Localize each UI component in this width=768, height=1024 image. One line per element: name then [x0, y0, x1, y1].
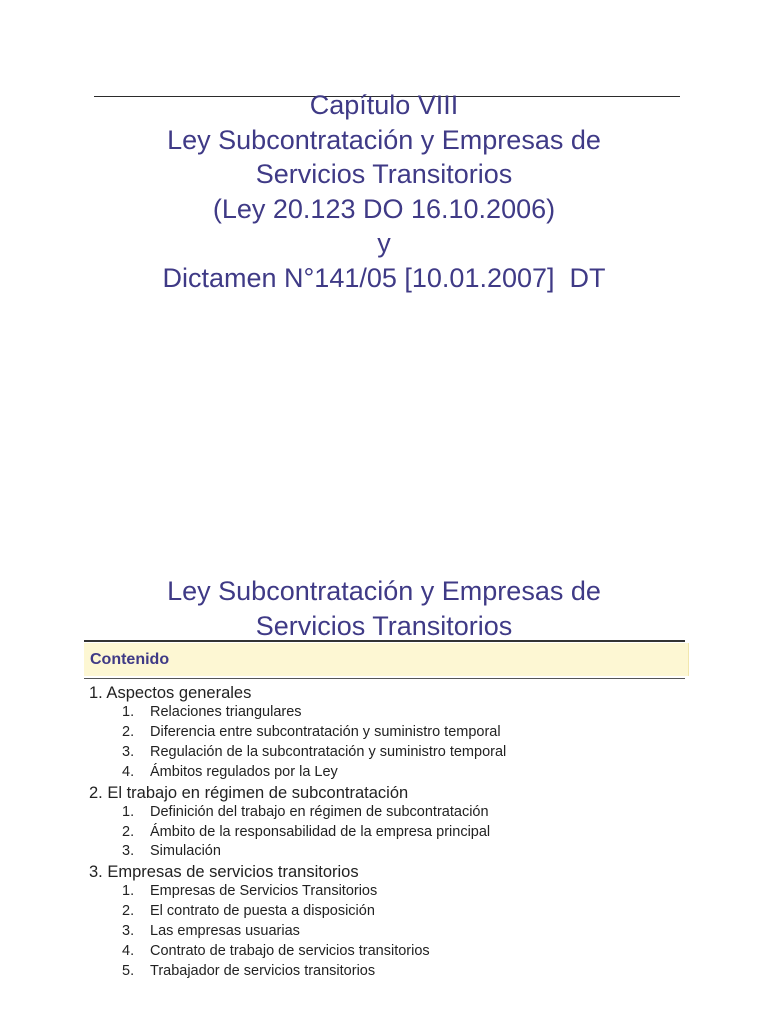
toc-item-number: 5.	[122, 962, 135, 979]
toc-sublist	[89, 703, 689, 783]
toc-item-text: Regulación de la subcontratación y suministro temporal	[150, 743, 507, 760]
toc-item	[89, 803, 689, 823]
toc-item-number: 1.	[122, 704, 135, 720]
contents-label: Contenido	[90, 651, 170, 668]
toc-item-number: 3.	[122, 743, 135, 760]
toc-item-number: 2.	[122, 723, 135, 740]
toc-item	[89, 962, 689, 982]
toc-item-text: Diferencia entre subcontratación y suministro temporal	[150, 723, 501, 740]
toc-item	[89, 763, 689, 783]
toc-item	[89, 723, 689, 743]
toc-item-text: Relaciones triangulares	[150, 704, 302, 720]
section-title-line: Ley Subcontratación y Empresas de	[167, 576, 601, 606]
section-title-line: Servicios Transitorios	[255, 610, 513, 641]
table-of-contents	[89, 683, 689, 982]
toc-item	[89, 823, 689, 843]
toc-item	[89, 942, 689, 962]
toc-item-text: Las empresas usuarias	[150, 923, 300, 940]
toc-item	[89, 882, 689, 902]
cover-title-line: (Ley 20.123 DO 16.10.2006)	[212, 193, 556, 224]
toc-item	[89, 842, 689, 862]
cover-title-line: Dictamen N°141/05 [10.01.2007] DT	[162, 262, 606, 293]
toc-item-text: Ámbito de la responsabilidad de la empresa principal	[150, 823, 491, 840]
toc-sublist	[89, 882, 689, 982]
toc-item-number: 4.	[122, 763, 135, 780]
toc-item	[89, 922, 689, 942]
toc-item	[89, 743, 689, 763]
toc-section-heading: 3. Empresas de servicios transitorios	[89, 863, 359, 882]
cover-title-line: Capítulo VIII	[309, 90, 459, 120]
toc-sublist	[89, 803, 689, 863]
toc-item-text: El contrato de puesta a disposición	[150, 903, 375, 920]
divider	[84, 678, 685, 679]
toc-item-text: Empresas de Servicios Transitorios	[150, 883, 378, 900]
divider	[84, 640, 685, 642]
cover-title-line: Servicios Transitorios	[255, 159, 513, 189]
toc-item-number: 4.	[122, 943, 135, 960]
toc-item	[89, 902, 689, 922]
toc-item-text: Trabajador de servicios transitorios	[150, 962, 376, 979]
toc-item-number: 3.	[122, 923, 135, 940]
section-title	[0, 574, 768, 643]
toc-section-heading: 1. Aspectos generales	[89, 684, 252, 702]
toc-item-number: 1.	[122, 803, 135, 820]
toc-item-text: Definición del trabajo en régimen de subcontratación	[150, 803, 489, 820]
toc-item-text: Simulación	[150, 843, 221, 860]
toc-item-number: 1.	[122, 883, 135, 900]
toc-item-number: 3.	[122, 843, 135, 860]
toc-item-number: 2.	[122, 903, 135, 920]
toc-section-heading: 2. El trabajo en régimen de subcontratación	[89, 783, 409, 802]
cover-title	[0, 88, 768, 295]
toc-item-number: 2.	[122, 823, 135, 840]
cover-title-line: Ley Subcontratación y Empresas de	[167, 124, 601, 155]
toc-item-text: Contrato de trabajo de servicios transitorios	[150, 943, 430, 960]
toc-item	[89, 703, 689, 723]
cover-title-line: y	[377, 228, 391, 258]
contents-header	[84, 643, 689, 676]
toc-item-text: Ámbitos regulados por la Ley	[150, 763, 338, 780]
